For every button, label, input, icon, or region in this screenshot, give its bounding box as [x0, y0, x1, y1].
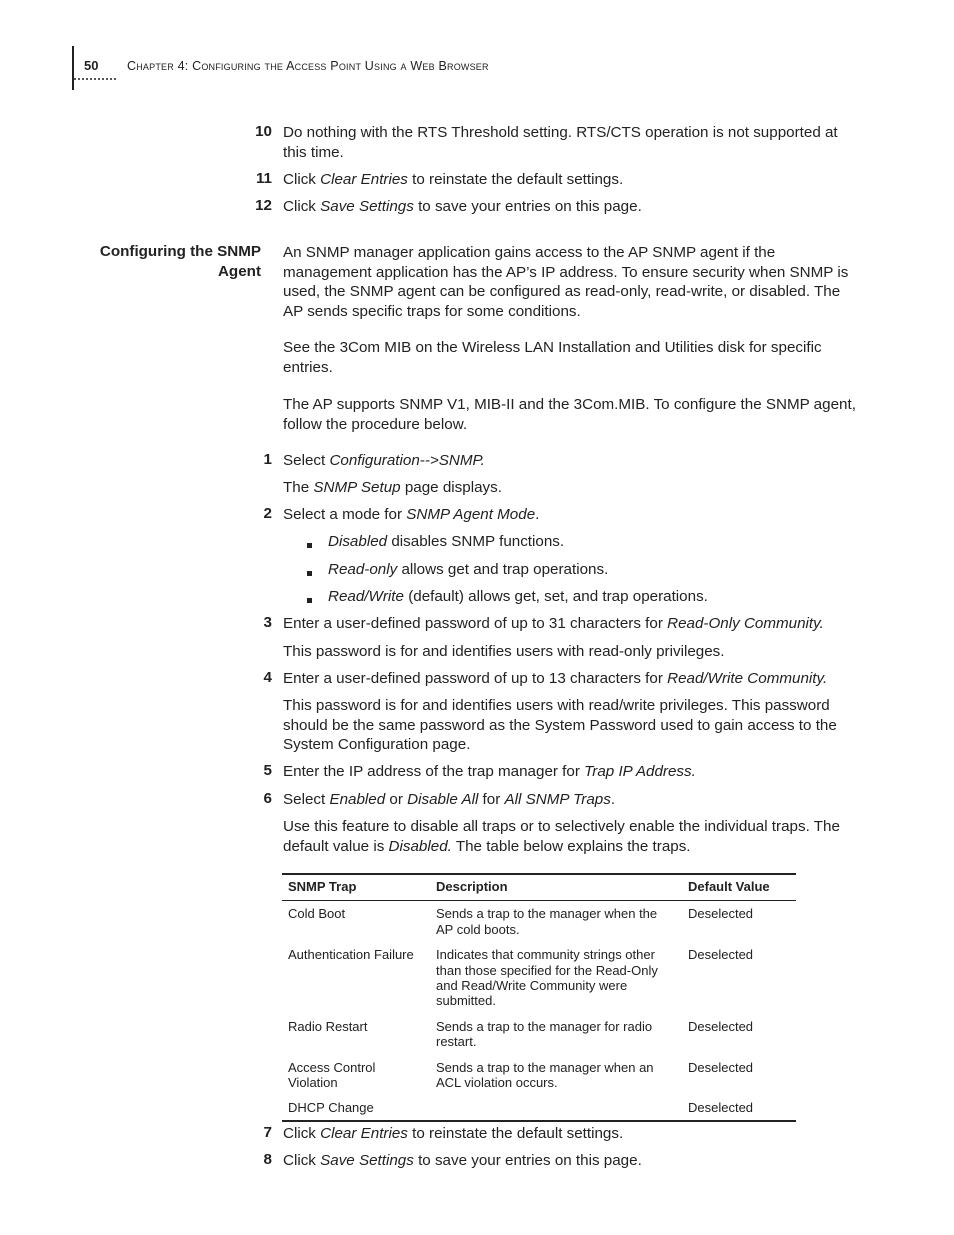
- step-text: Click Clear Entries to reinstate the default settings.: [283, 171, 624, 188]
- step-note: The SNMP Setup page displays.: [283, 479, 502, 496]
- column-header: Description: [430, 874, 682, 901]
- bullet-marker: [307, 598, 312, 603]
- step-text: Click Save Settings to save your entries on this page.: [283, 198, 642, 215]
- step-text: Enter the IP address of the trap manager for Trap IP Address.: [283, 763, 696, 780]
- table-cell: Authentication Failure: [288, 947, 414, 963]
- table-row: [282, 1017, 796, 1058]
- step-note: This password is for and identifies users with read/write privileges. This password should be the same password as the System Password used to gain access to the System Configuration page.: [283, 697, 837, 754]
- bullet-marker: [307, 571, 312, 576]
- step-number: 8: [263, 1151, 272, 1168]
- step-number: 5: [263, 762, 272, 779]
- table-cell: Cold Boot: [288, 906, 346, 922]
- table-cell: Radio Restart: [288, 1018, 368, 1034]
- table-cell: Deselected: [688, 1018, 754, 1034]
- step-number: 2: [263, 505, 272, 522]
- table-row: [282, 945, 796, 1017]
- step-number: 3: [263, 614, 272, 631]
- step-number: 7: [263, 1124, 272, 1141]
- intro-paragraph: An SNMP manager application gains access to the AP SNMP agent if the management application has the AP’s IP address. To ensure security when SNMP is used, the SNMP agent can be configured as read-only, read-write, or disabled. The AP sends specific traps for some conditions.: [283, 244, 849, 320]
- table-cell: Deselected: [688, 906, 754, 922]
- table-row: [282, 1098, 796, 1120]
- step-note: Use this feature to disable all traps or to selectively enable the individual traps. The default value is Disabled. The table below explains the traps.: [283, 818, 840, 855]
- table-cell: Deselected: [688, 947, 754, 963]
- column-header: SNMP Trap: [282, 874, 430, 901]
- step-text: Click Save Settings to save your entries on this page.: [283, 1152, 642, 1169]
- step-text: Select a mode for SNMP Agent Mode.: [283, 506, 540, 523]
- header-vertical-rule: [72, 46, 74, 90]
- page-number: 50: [84, 58, 99, 73]
- table-row: [282, 901, 796, 945]
- support-paragraph: The AP supports SNMP V1, MIB-II and the 3Com.MIB. To configure the SNMP agent, follow the procedure below.: [283, 396, 856, 433]
- step-text: Select Enabled or Disable All for All SNMP Traps.: [283, 791, 616, 808]
- table-header-row: [282, 874, 796, 901]
- step-note: This password is for and identifies users with read-only privileges.: [283, 643, 725, 660]
- step-text: Do nothing with the RTS Threshold setting. RTS/CTS operation is not supported at this time.: [283, 124, 838, 161]
- step-number: 10: [255, 123, 272, 140]
- step-text: Click Clear Entries to reinstate the default settings.: [283, 1125, 624, 1142]
- table-cell: Deselected: [682, 1098, 796, 1120]
- step-number: 11: [255, 170, 272, 187]
- step-number: 4: [263, 669, 272, 686]
- table-cell: Access Control Violation: [288, 1059, 376, 1091]
- chapter-title: Chapter 4: Configuring the Access Point Using a Web Browser: [127, 59, 489, 73]
- table-cell: Indicates that community strings other than those specified for the Read-Only and Read/Write Community were submitted.: [436, 947, 658, 1009]
- step-text: Enter a user-defined password of up to 31 characters for Read-Only Community.: [283, 615, 824, 632]
- bullet-item: Read-only allows get and trap operations.: [328, 561, 609, 578]
- table-cell: Sends a trap to the manager when an ACL violation occurs.: [436, 1059, 654, 1091]
- step-number: 6: [263, 790, 272, 807]
- snmp-trap-table: [282, 873, 796, 1122]
- step-text: Select Configuration-->SNMP.: [283, 452, 485, 469]
- bullet-item: Read/Write (default) allows get, set, and trap operations.: [328, 588, 708, 605]
- bullet-item: Disabled disables SNMP functions.: [328, 533, 565, 550]
- section-heading: Configuring the SNMP Agent: [99, 243, 261, 280]
- table-cell: Deselected: [688, 1059, 754, 1075]
- table-row: [282, 1058, 796, 1099]
- step-number: 12: [255, 197, 272, 214]
- column-header: Default Value: [682, 874, 796, 901]
- bullet-marker: [307, 543, 312, 548]
- table-cell: Sends a trap to the manager for radio restart.: [436, 1018, 653, 1050]
- table-cell: DHCP Change: [282, 1098, 430, 1120]
- mib-paragraph: See the 3Com MIB on the Wireless LAN Installation and Utilities disk for specific entries.: [283, 339, 822, 376]
- table-cell: [430, 1098, 682, 1120]
- header-dotted-rule: [74, 78, 116, 80]
- step-number: 1: [263, 451, 272, 468]
- table-cell: Sends a trap to the manager when the AP cold boots.: [436, 906, 658, 937]
- step-text: Enter a user-defined password of up to 13 characters for Read/Write Community.: [283, 670, 828, 687]
